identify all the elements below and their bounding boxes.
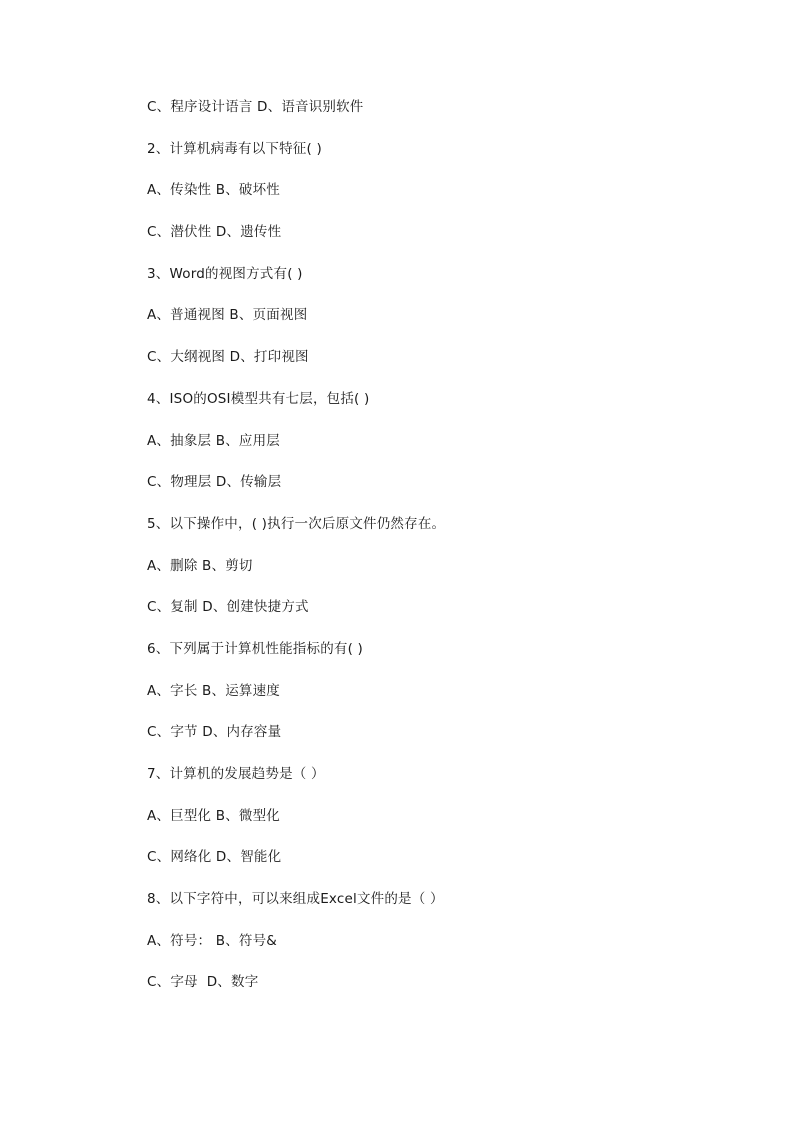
- option-line: C、网络化 D、智能化: [147, 849, 282, 866]
- option-line: A、字长 B、运算速度: [147, 682, 280, 699]
- option-line: C、程序设计语言 D、语音识别软件: [147, 99, 364, 115]
- option-line: C、大纲视图 D、打印视图: [147, 349, 309, 366]
- option-line: A、普通视图 B、页面视图: [147, 307, 308, 324]
- option-line: A、符号： B、符号&: [147, 932, 278, 949]
- question-line: 6、下列属于计算机性能指标的有( ): [147, 640, 364, 657]
- option-line: A、传染性 B、破坏性: [147, 182, 280, 199]
- question-line: 4、ISO的OSI模型共有七层，包括( ): [147, 390, 370, 407]
- option-line: A、抽象层 B、应用层: [147, 432, 280, 449]
- question-line: 8、以下字符中，可以来组成Excel文件的是（ ）: [147, 891, 444, 908]
- option-line: C、复制 D、创建快捷方式: [147, 599, 309, 616]
- question-line: 7、计算机的发展趋势是（ ）: [147, 766, 325, 782]
- option-line: C、字母 D、数字: [147, 974, 259, 991]
- question-line: 2、计算机病毒有以下特征( ): [147, 140, 322, 157]
- option-line: C、潜伏性 D、遗传性: [147, 224, 282, 241]
- question-line: 3、Word的视图方式有( ): [147, 265, 303, 282]
- option-line: A、删除 B、剪切: [147, 557, 253, 574]
- option-line: C、字节 D、内存容量: [147, 724, 282, 741]
- option-line: A、巨型化 B、微型化: [147, 807, 280, 824]
- option-line: C、物理层 D、传输层: [147, 474, 282, 491]
- document-page: [147, 97, 747, 1014]
- question-line: 5、以下操作中，( )执行一次后原文件仍然存在。: [147, 515, 446, 532]
